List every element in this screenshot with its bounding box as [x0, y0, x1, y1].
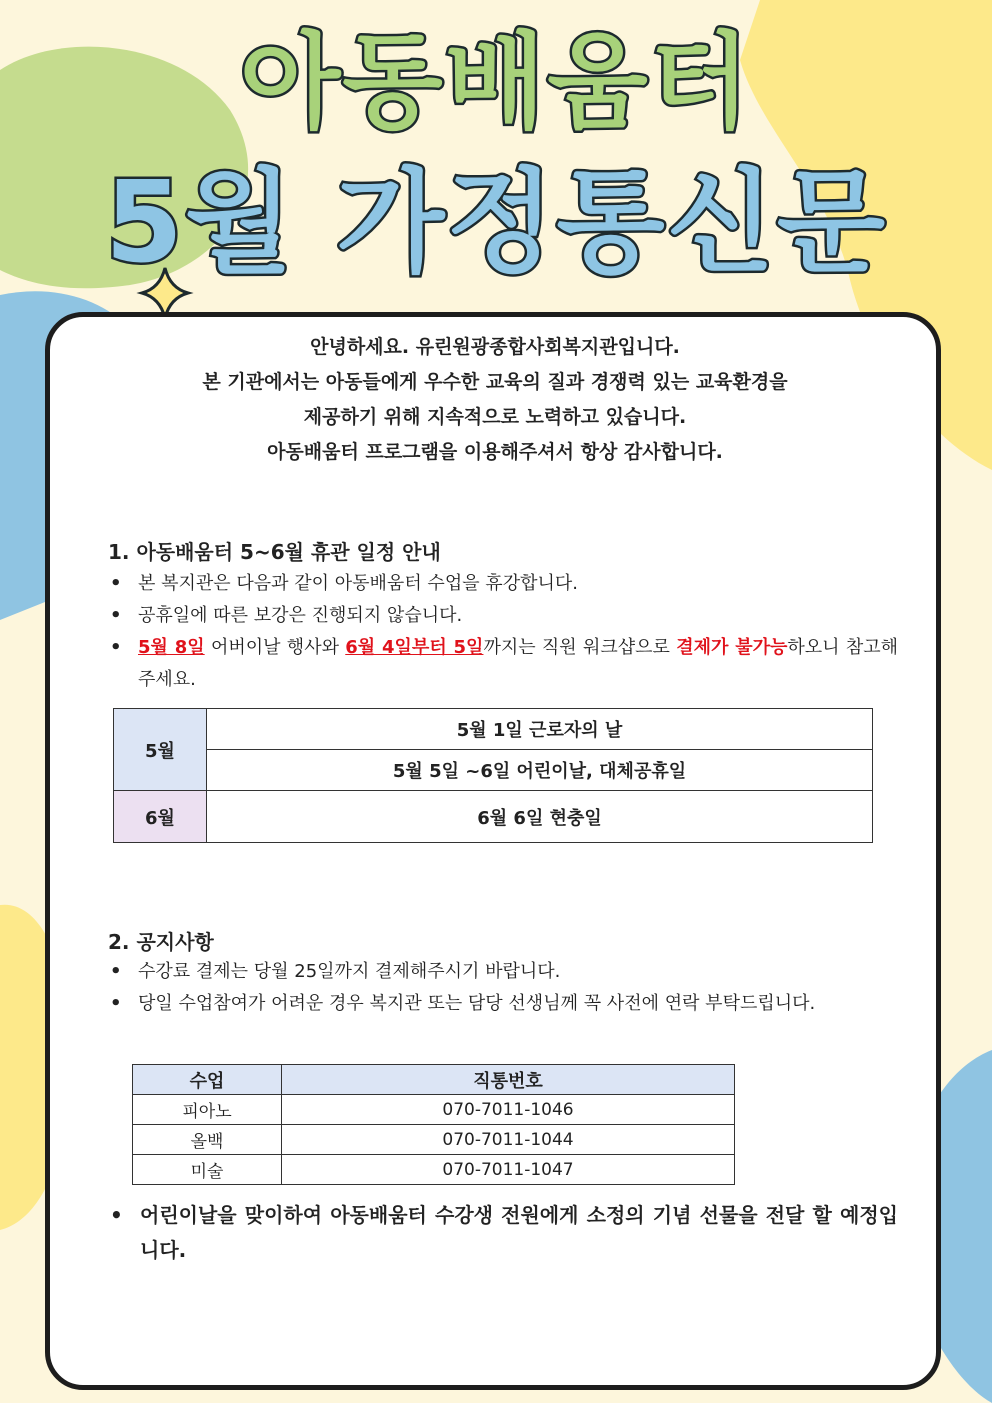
class-name: 미술: [133, 1155, 282, 1185]
closure-date-2: 6월 4일부터 5일: [345, 637, 484, 658]
holiday-cell: 5월 5일 ~6일 어린이날, 대체공휴일: [207, 750, 873, 791]
contact-table: [132, 1064, 735, 1185]
greeting-line: 본 기관에서는 아동들에게 우수한 교육의 질과 경쟁력 있는 교육환경을: [202, 371, 788, 393]
header-class: 수업: [133, 1065, 282, 1095]
header-phone: 직통번호: [282, 1065, 735, 1095]
phone-number: 070-7011-1044: [282, 1125, 735, 1155]
holiday-cell: 5월 1일 근로자의 날: [207, 709, 873, 750]
section1-title: 1. 아동배움터 5~6월 휴관 일정 안내: [108, 540, 441, 564]
greeting-line: 아동배움터 프로그램을 이용해주셔서 항상 감사합니다.: [267, 441, 723, 463]
notice-text: 까지는 직원 워크샵으로: [483, 637, 677, 658]
month-cell-may: 5월: [114, 709, 207, 791]
holiday-cell: 6월 6일 현충일: [207, 791, 873, 843]
class-name: 올백: [133, 1125, 282, 1155]
table-row: [133, 1095, 735, 1125]
list-item: • 당일 수업참여가 어려운 경우 복지관 또는 담당 선생님께 꼭 사전에 연락 부탁드립니다.: [108, 988, 898, 1020]
notice-text: 하오니 참고해주세요.: [138, 637, 898, 690]
table-row: [133, 1125, 735, 1155]
greeting: [60, 330, 930, 470]
holiday-table: [113, 708, 873, 843]
section1-bullets: [108, 568, 898, 696]
title-line-2: 5월 가정통신문: [104, 158, 888, 288]
list-item-notice: [108, 632, 898, 696]
greeting-line: 제공하기 위해 지속적으로 노력하고 있습니다.: [303, 406, 687, 428]
title-line-1: 아동배움터: [239, 21, 753, 143]
class-name: 피아노: [133, 1095, 282, 1125]
section2-title: 2. 공지사항: [108, 930, 214, 954]
list-item: • 본 복지관은 다음과 같이 아동배움터 수업을 휴강합니다.: [108, 568, 898, 600]
section2-bullets: [108, 956, 898, 1020]
list-item: • 공휴일에 따른 보강은 진행되지 않습니다.: [108, 600, 898, 632]
closure-date-1: 5월 8일: [138, 637, 205, 658]
table-row: [133, 1155, 735, 1185]
list-item: • 수강료 결제는 당월 25일까지 결제해주시기 바랍니다.: [108, 956, 898, 988]
phone-number: 070-7011-1047: [282, 1155, 735, 1185]
greeting-line: 안녕하세요. 유린원광종합사회복지관입니다.: [310, 336, 680, 358]
phone-number: 070-7011-1046: [282, 1095, 735, 1125]
payment-warning: 결제가 불가능: [676, 637, 788, 658]
final-note: • 어린이날을 맞이하여 아동배움터 수강생 전원에게 소정의 기념 선물을 전달 할 예정입니다.: [108, 1198, 898, 1268]
month-cell-june: 6월: [114, 791, 207, 843]
notice-text: 어버이날 행사와: [204, 637, 346, 658]
